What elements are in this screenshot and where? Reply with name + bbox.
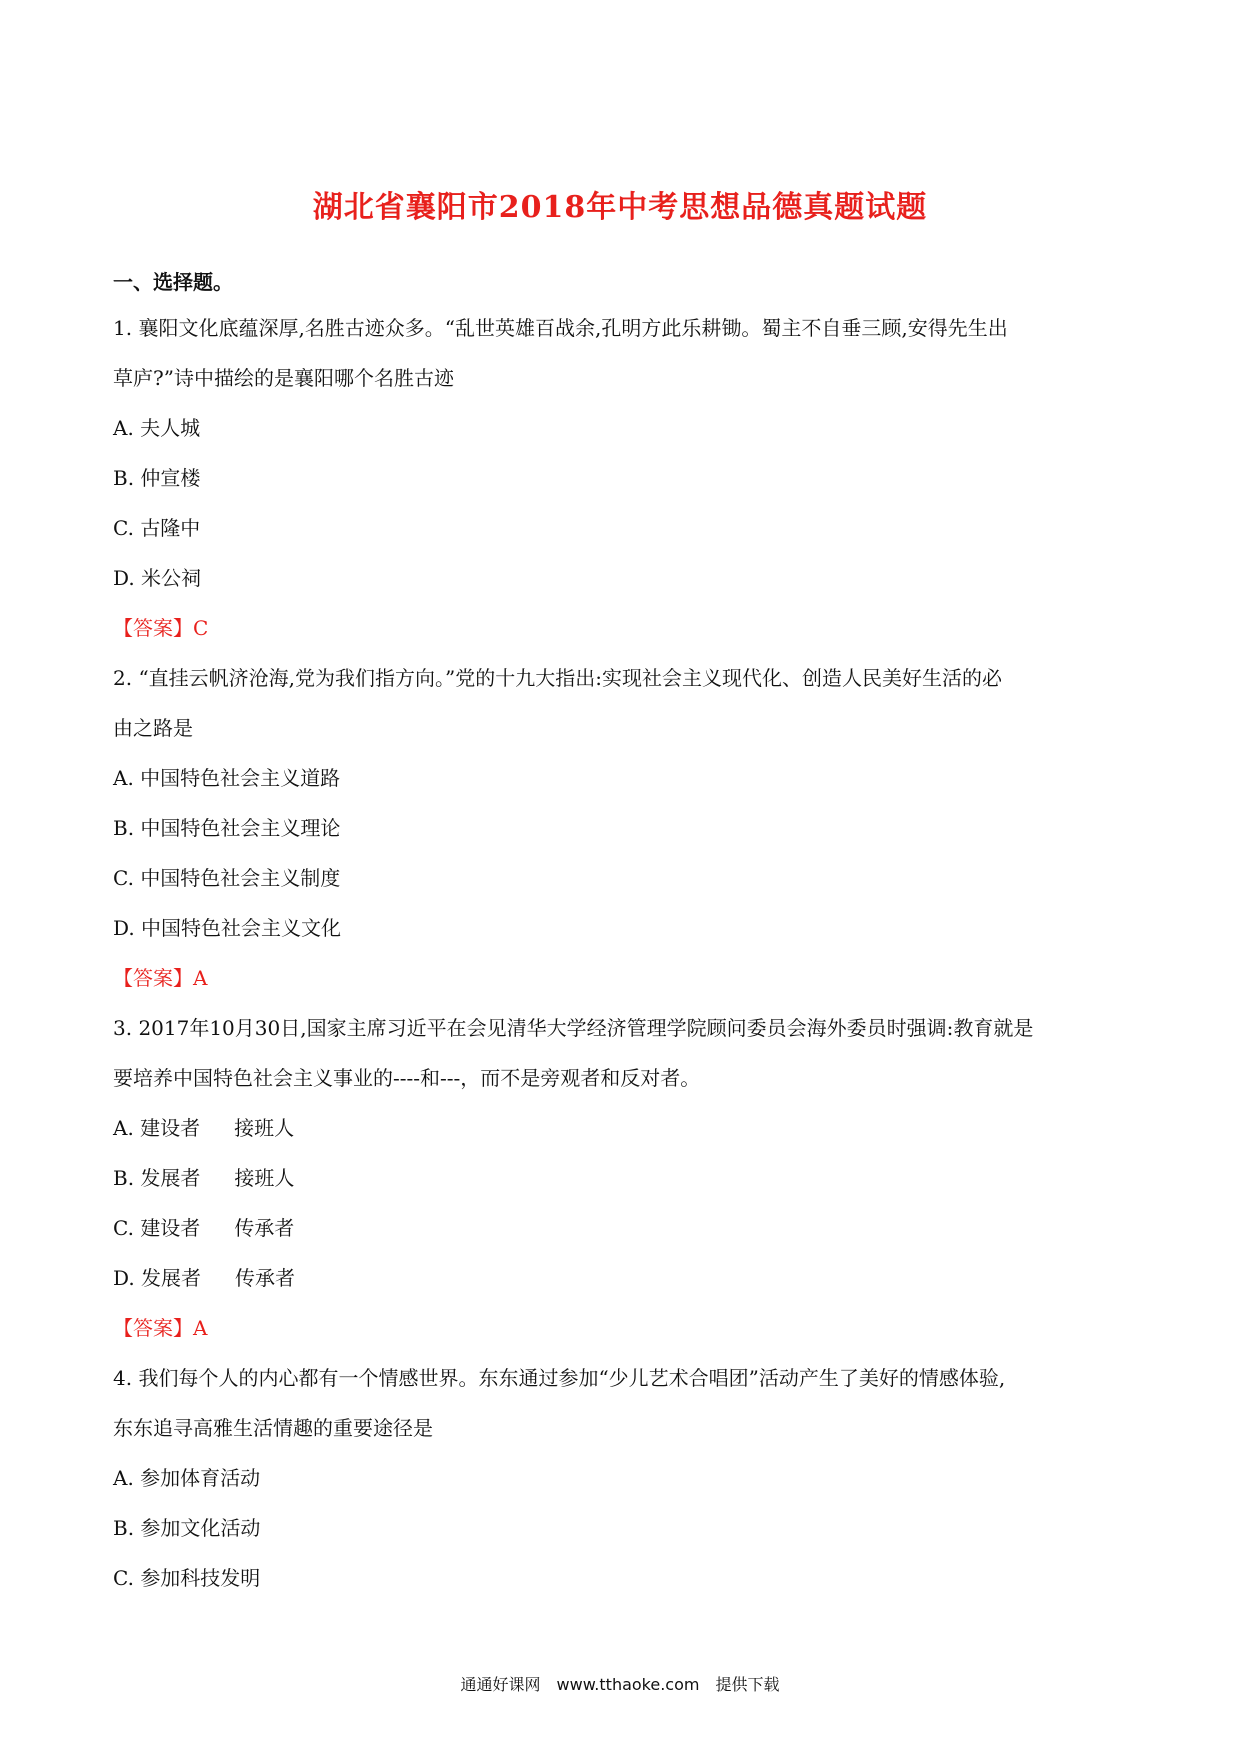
question-4 xyxy=(113,1361,1133,1611)
option-b xyxy=(113,811,1133,861)
section-heading: 一、选择题。 xyxy=(113,270,233,294)
option-c xyxy=(113,511,1133,561)
option-label: C. xyxy=(113,1566,134,1590)
option-text: 参加文化活动 xyxy=(140,1516,261,1540)
option-label: B. xyxy=(113,816,135,840)
option-label: B. xyxy=(113,1516,135,1540)
option-text: 参加体育活动 xyxy=(140,1466,261,1490)
question-stem-line: 草庐?”诗中描绘的是襄阳哪个名胜古迹 xyxy=(113,366,454,390)
answer-line: 【答案】C xyxy=(113,616,209,640)
option-a xyxy=(113,1461,1133,1511)
option-c xyxy=(113,1211,1133,1261)
option-d xyxy=(113,911,1133,961)
question-stem-line: 4. 我们每个人的内心都有一个情感世界。东东通过参加“少儿艺术合唱团”活动产生了美好的情感体验, xyxy=(113,1366,1006,1390)
option-text: 建设者 xyxy=(140,1116,201,1140)
option-b xyxy=(113,1161,1133,1211)
question-1 xyxy=(113,311,1133,661)
option-text-second: 接班人 xyxy=(234,1166,295,1190)
option-text: 建设者 xyxy=(140,1216,201,1240)
option-label: D. xyxy=(113,566,135,590)
option-b xyxy=(113,1511,1133,1561)
option-text: 米公祠 xyxy=(141,566,202,590)
option-text: 中国特色社会主义道路 xyxy=(140,766,341,790)
option-b xyxy=(113,461,1133,511)
option-c xyxy=(113,1561,1133,1611)
option-label: B. xyxy=(113,466,135,490)
option-label: C. xyxy=(113,516,134,540)
option-text: 古隆中 xyxy=(140,516,201,540)
option-a xyxy=(113,411,1133,461)
option-d xyxy=(113,561,1133,611)
question-stem-line: 要培养中国特色社会主义事业的----和---，而不是旁观者和反对者。 xyxy=(113,1066,701,1090)
option-label: A. xyxy=(113,766,134,790)
question-stem-line: 1. 襄阳文化底蕴深厚,名胜古迹众多。“乱世英雄百战余,孔明方此乐耕锄。蜀主不自垂三顾,安得先生出 xyxy=(113,316,1008,340)
question-2 xyxy=(113,661,1133,1011)
option-label: D. xyxy=(113,916,135,940)
option-a xyxy=(113,761,1133,811)
footer-download-note: 通通好课网 www.tthaoke.com 提供下载 xyxy=(460,1675,780,1694)
option-label: A. xyxy=(113,1116,134,1140)
option-text: 参加科技发明 xyxy=(140,1566,261,1590)
option-label: C. xyxy=(113,866,134,890)
answer-line: 【答案】A xyxy=(113,1316,208,1340)
question-stem-line: 由之路是 xyxy=(113,716,193,740)
option-a xyxy=(113,1111,1133,1161)
option-label: B. xyxy=(113,1166,135,1190)
option-label: D. xyxy=(113,1266,135,1290)
question-stem-line: 东东追寻高雅生活情趣的重要途径是 xyxy=(113,1416,433,1440)
option-text-second: 传承者 xyxy=(235,1266,296,1290)
option-label: A. xyxy=(113,416,134,440)
option-text: 中国特色社会主义制度 xyxy=(140,866,341,890)
option-text-second: 接班人 xyxy=(234,1116,295,1140)
question-3 xyxy=(113,1011,1133,1361)
option-text: 发展者 xyxy=(140,1166,201,1190)
document-title: 湖北省襄阳市2018年中考思想品德真题试题 xyxy=(312,190,928,225)
option-label: A. xyxy=(113,1466,134,1490)
question-list xyxy=(113,311,1133,1611)
option-label: C. xyxy=(113,1216,134,1240)
option-text-second: 传承者 xyxy=(234,1216,295,1240)
option-text: 中国特色社会主义文化 xyxy=(141,916,342,940)
question-stem-line: 2. “直挂云帆济沧海,党为我们指方向。”党的十九大指出:实现社会主义现代化、创造人民美好生活的必 xyxy=(113,666,1002,690)
option-text: 夫人城 xyxy=(140,416,201,440)
option-text: 发展者 xyxy=(141,1266,202,1290)
question-stem-line: 3. 2017年10月30日,国家主席习近平在会见清华大学经济管理学院顾问委员会海外委员时强调:教育就是 xyxy=(113,1016,1034,1040)
option-text: 仲宣楼 xyxy=(140,466,201,490)
option-d xyxy=(113,1261,1133,1311)
option-text: 中国特色社会主义理论 xyxy=(140,816,341,840)
option-c xyxy=(113,861,1133,911)
answer-line: 【答案】A xyxy=(113,966,208,990)
